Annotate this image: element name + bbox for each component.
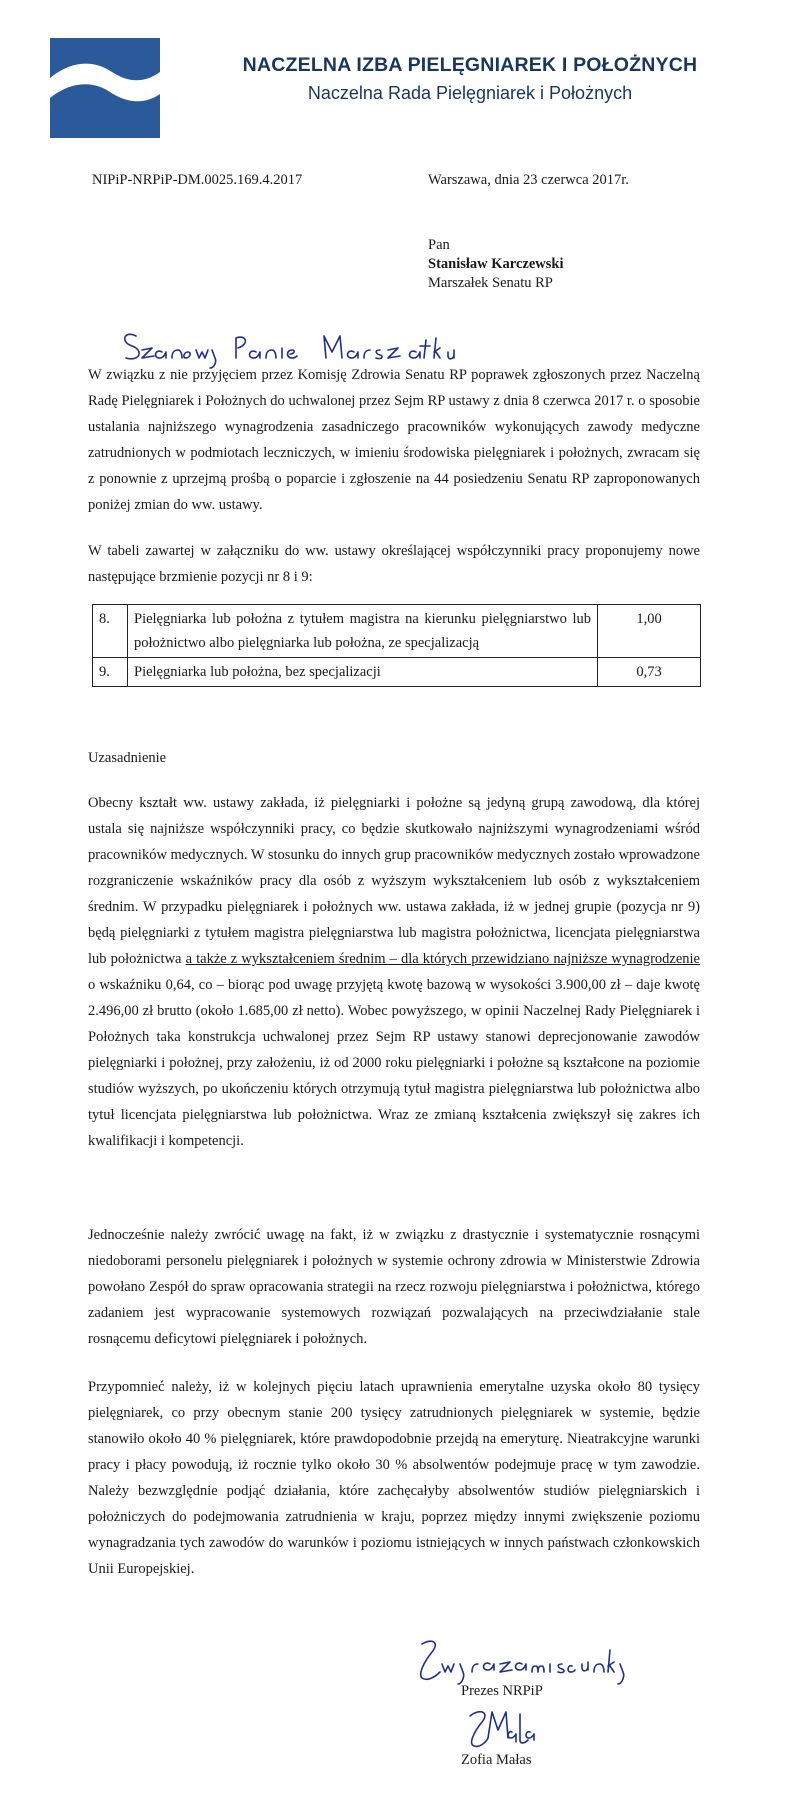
letterhead	[210, 52, 730, 108]
recipient-salutation: Pan	[428, 237, 450, 253]
council-name: Naczelna Rada Pielęgniarek i Położnych	[307, 83, 633, 103]
paragraph-retirement	[88, 1374, 700, 1582]
reference-number: NIPiP-NRPiP-DM.0025.169.4.2017	[92, 172, 303, 188]
coefficients-table	[92, 604, 701, 687]
recipient-name: Stanisław Karczewski	[428, 256, 564, 272]
nipip-logo-icon	[50, 38, 160, 138]
paragraph-text: Jednocześnie należy zwrócić uwagę na fakt, iż w związku z drastycznie i systematycznie rosnącymi niedoborami personelu pielęgniarek i położnych w systemie ochrony zdrowia w Ministerstwie Zdrowia powołano Zespół do spraw opracowania strategii na rzecz rozwoju pielęgniarstwa i położnictwa, którego zadaniem jest wypracowanie systemowych rozwiązań pozwalających na przeciwdziałanie stale rosnącemu deficytowi pielęgniarek i położnych.	[88, 1227, 700, 1347]
paragraph-request	[88, 362, 700, 518]
signer-name: Zofia Małas	[461, 1752, 532, 1768]
paragraph-text: W związku z nie przyjęciem przez Komisję Zdrowia Senatu RP poprawek zgłoszonych przez Naczelną Radę Pielęgniarek i Położnych do uchwalonej przez Sejm RP ustawy z dnia 8 czerwca 2017 r. o sposobie ustalania najniższego wynagrodzenia zasadniczego pracowników wykonujących zawody medyczne zatrudnionych w podmiotach leczniczych, w imieniu środowiska pielęgniarek i położnych, zwracam się z ponownie z uprzejmą prośbą o poparcie i zgłoszenie na 44 posiedzeniu Senatu RP zaproponowanych poniżej zmian do ww. ustawy.	[88, 367, 700, 513]
signature-icon	[456, 1702, 546, 1758]
row-coefficient: 0,73	[598, 658, 701, 687]
paragraph-text: W tabeli zawartej w załączniku do ww. ustawy określającej współczynniki pracy proponujemy nowe następujące brzmienie pozycji nr 8 i 9:	[88, 543, 700, 585]
row-number: 8.	[93, 605, 128, 658]
row-number: 9.	[93, 658, 128, 687]
paragraph-text-part: Obecny kształt ww. ustawy zakłada, iż pielęgniarki i położne są jedyną grupą zawodową, dla której ustala się najniższe współczynniki pracy, co będzie skutkowało najniższymi wynagrodzeniami wśród pracowników medycznych. W stosunku do innych grup pracowników medycznych zostało wprowadzone rozgraniczenie wskaźników pracy dla osób z wyższym wykształceniem lub osób z wykształceniem średnim. W przypadku pielęgniarek i położnych ww. ustawa zakłada, iż w jednej grupie (pozycja nr 9) będą pielęgniarki z tytułem magistra pielęgniarstwa lub magistra położnictwa, licencjata pielęgniarstwa lub położnictwa	[88, 795, 700, 967]
row-description: Pielęgniarka lub położna, bez specjalizacji	[128, 658, 598, 687]
paragraph-shortages	[88, 1222, 700, 1352]
paragraph-justification	[88, 790, 700, 1154]
signer-role: Prezes NRPiP	[461, 1683, 543, 1699]
recipient-block	[428, 236, 563, 293]
paragraph-text	[88, 790, 700, 1154]
date-line: Warszawa, dnia 23 czerwca 2017r.	[428, 172, 629, 188]
paragraph-text-part: o wskaźniku 0,64, co – biorąc pod uwagę przyjętą kwotę bazową w wysokości 3.900,00 zł – daje kwotę 2.496,00 zł brutto (około 1.685,00 zł netto). Wobec powyższego, w opinii Naczelnej Rady Pielęgniarek i Położnych taka konstrukcja uchwalonej przez Sejm RP ustawy stanowi deprecjonowanie zawodów pielęgniarki i położnej, przy założeniu, iż od 2000 roku pielęgniarki i położne są kształcone na poziomie studiów wyższych, po ukończeniu których otrzymują tytuł magistra pielęgniarstwa lub położnictwa albo tytuł licencjata pielęgniarstwa lub położnictwa. Wraz ze zmianą kształcenia zwiększył się zakres ich kwalifikacji i kompetencji.	[88, 977, 700, 1149]
organization-name: NACZELNA IZBA PIELĘGNIAREK I POŁOŻNYCH	[242, 54, 698, 76]
recipient-title: Marszałek Senatu RP	[428, 275, 553, 291]
paragraph-text: Przypomnieć należy, iż w kolejnych pięciu latach uprawnienia emerytalne uzyska około 80 tysięcy pielęgniarek, co przy obecnym stanie 200 tysięcy zatrudnionych pielęgniarek w systemie, będzie stanowiło około 40 % pielęgniarek, które prawdopodobnie przejdą na emeryturę. Nieatrakcyjne warunki pracy i płacy powodują, iż rocznie tylko około 30 % absolwentów podejmuje pracę w tym zawodzie. Należy bezwzględnie podjąć działania, które zachęcałyby absolwentów studiów pielęgniarskich i położniczych do podejmowania zatrudnienia w kraju, poprzez między innymi zwiększenie poziomu wynagradzania tych zawodów do warunków i poziomu istniejących w innych państwach członkowskich Unii Europejskiej.	[88, 1379, 700, 1577]
section-heading: Uzasadnienie	[88, 750, 167, 766]
row-description: Pielęgniarka lub położna z tytułem magistra na kierunku pielęgniarstwo lub położnictwo albo pielęgniarka lub położna, ze specjalizacją	[128, 605, 598, 658]
underlined-text: a także z wykształceniem średnim – dla których przewidziano najniższe wynagrodzenie	[185, 951, 700, 967]
table-row	[93, 605, 701, 658]
table-row	[93, 658, 701, 687]
paragraph-table-intro	[88, 538, 700, 590]
row-coefficient: 1,00	[598, 605, 701, 658]
